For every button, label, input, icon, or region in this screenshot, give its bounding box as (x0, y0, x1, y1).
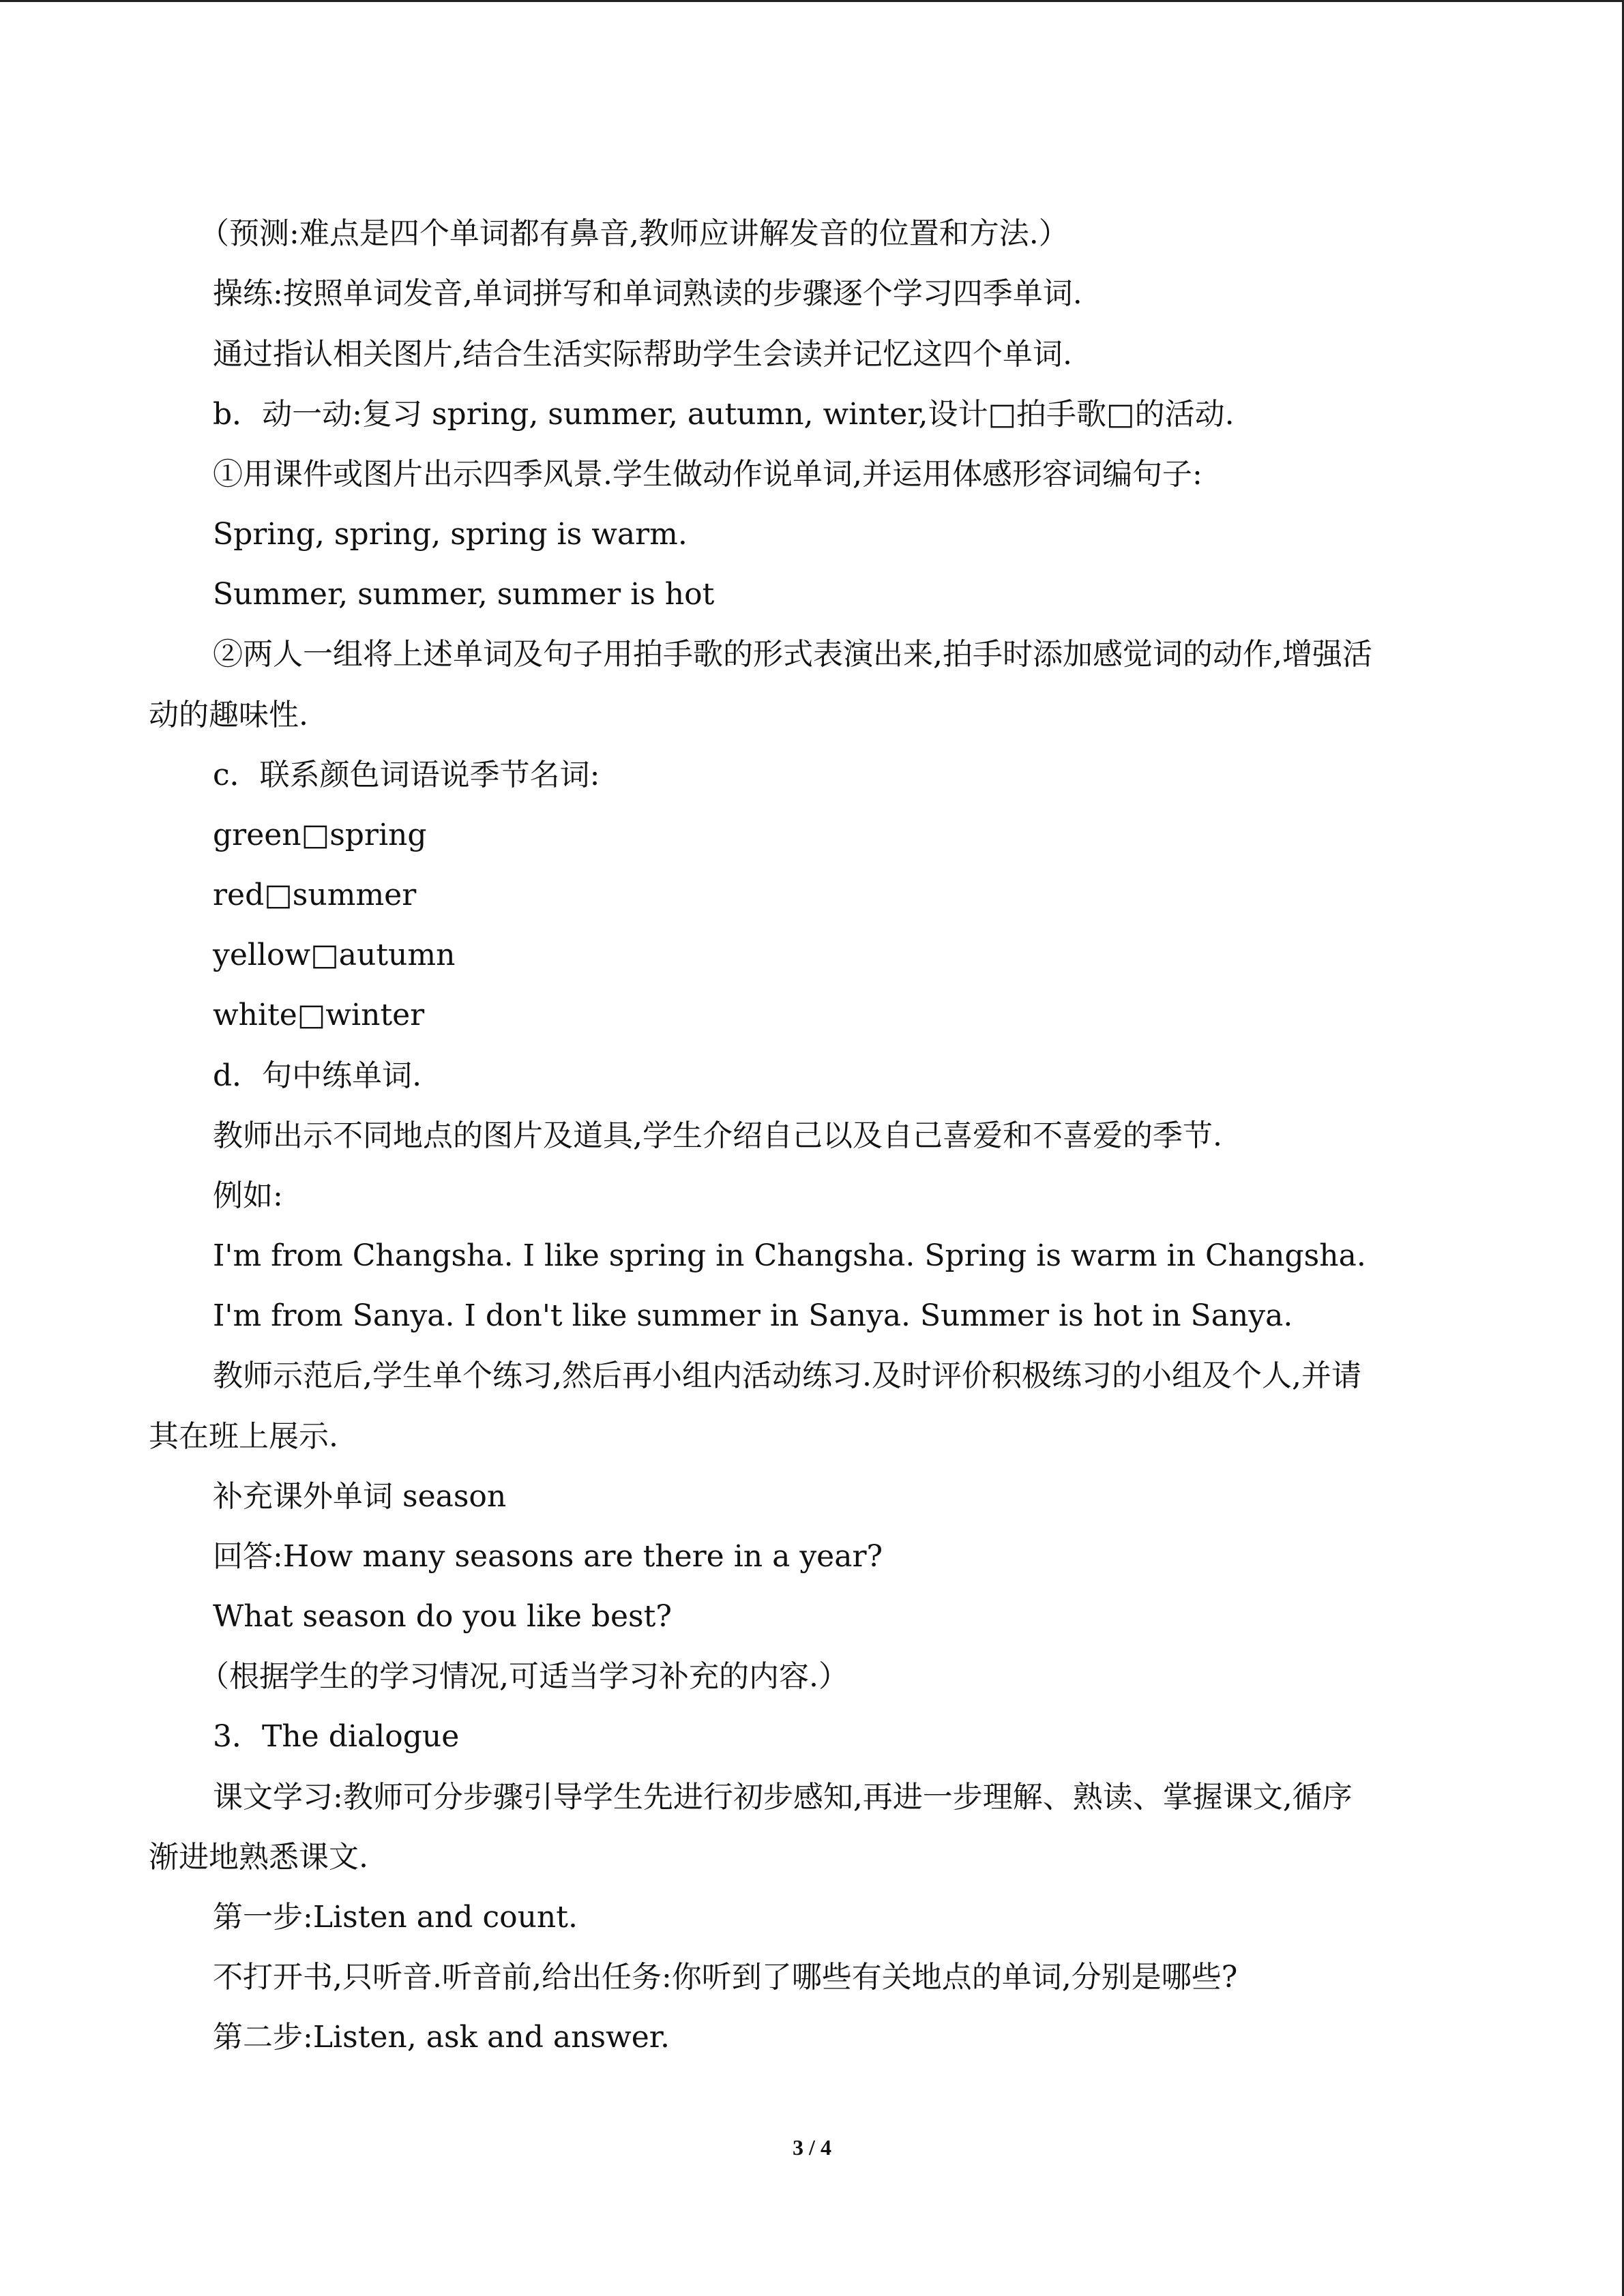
text-line: Spring, spring, spring is warm. (213, 517, 688, 552)
text-line: （根据学生的学习情况,可适当学习补充的内容.） (199, 1659, 848, 1694)
text-line: 补充课外单词 season (213, 1479, 507, 1514)
text-line: yellow□autumn (213, 938, 456, 972)
text-line: 例如: (213, 1178, 283, 1213)
text-line: white□winter (213, 998, 425, 1032)
text-line: 不打开书,只听音.听音前,给出任务:你听到了哪些有关地点的单词,分别是哪些? (213, 1960, 1238, 1995)
text-line: ②两人一组将上述单词及句子用拍手歌的形式表演出来,拍手时添加感觉词的动作,增强活 (213, 637, 1372, 672)
text-line: （预测:难点是四个单词都有鼻音,教师应讲解发音的位置和方法.） (199, 216, 1069, 251)
text-line: 通过指认相关图片,结合生活实际帮助学生会读并记忆这四个单词. (213, 337, 1072, 372)
text-line: 第二步:Listen, ask and answer. (213, 2020, 670, 2055)
text-line: 教师出示不同地点的图片及道具,学生介绍自己以及自己喜爱和不喜爱的季节. (213, 1118, 1222, 1153)
text-line: I'm from Sanya. I don't like summer in Sanya. Summer is hot in Sanya. (213, 1298, 1293, 1333)
text-line: Summer, summer, summer is hot (213, 577, 715, 612)
text-line: b．动一动:复习 spring, summer, autumn, winter,设计□拍手歌□的活动. (213, 397, 1235, 432)
text-line: 操练:按照单词发音,单词拼写和单词熟读的步骤逐个学习四季单词. (213, 276, 1082, 311)
text-line: green□spring (213, 818, 427, 852)
text-line: 动的趣味性. (149, 698, 308, 732)
text-line: 回答:How many seasons are there in a year? (213, 1539, 883, 1574)
text-line: ①用课件或图片出示四季风景.学生做动作说单词,并运用体感形容词编句子: (213, 457, 1202, 492)
text-line: 渐进地熟悉课文. (149, 1840, 368, 1875)
text-line: c．联系颜色词语说季节名词: (213, 758, 600, 792)
text-line: d．句中练单词. (213, 1058, 422, 1093)
text-line: 其在班上展示. (149, 1419, 338, 1454)
text-line: 第一步:Listen and count. (213, 1900, 578, 1935)
text-line: red□summer (213, 878, 417, 912)
text-line: 课文学习:教师可分步骤引导学生先进行初步感知,再进一步理解、熟读、掌握课文,循序 (213, 1780, 1353, 1815)
text-line: 3．The dialogue (213, 1719, 460, 1754)
text-line: I'm from Changsha. I like spring in Changsha. Spring is warm in Changsha. (213, 1238, 1366, 1273)
text-line: What season do you like best? (213, 1599, 672, 1634)
page-number: 3 / 4 (793, 2135, 831, 2160)
text-line: 教师示范后,学生单个练习,然后再小组内活动练习.及时评价积极练习的小组及个人,并请 (213, 1358, 1361, 1393)
